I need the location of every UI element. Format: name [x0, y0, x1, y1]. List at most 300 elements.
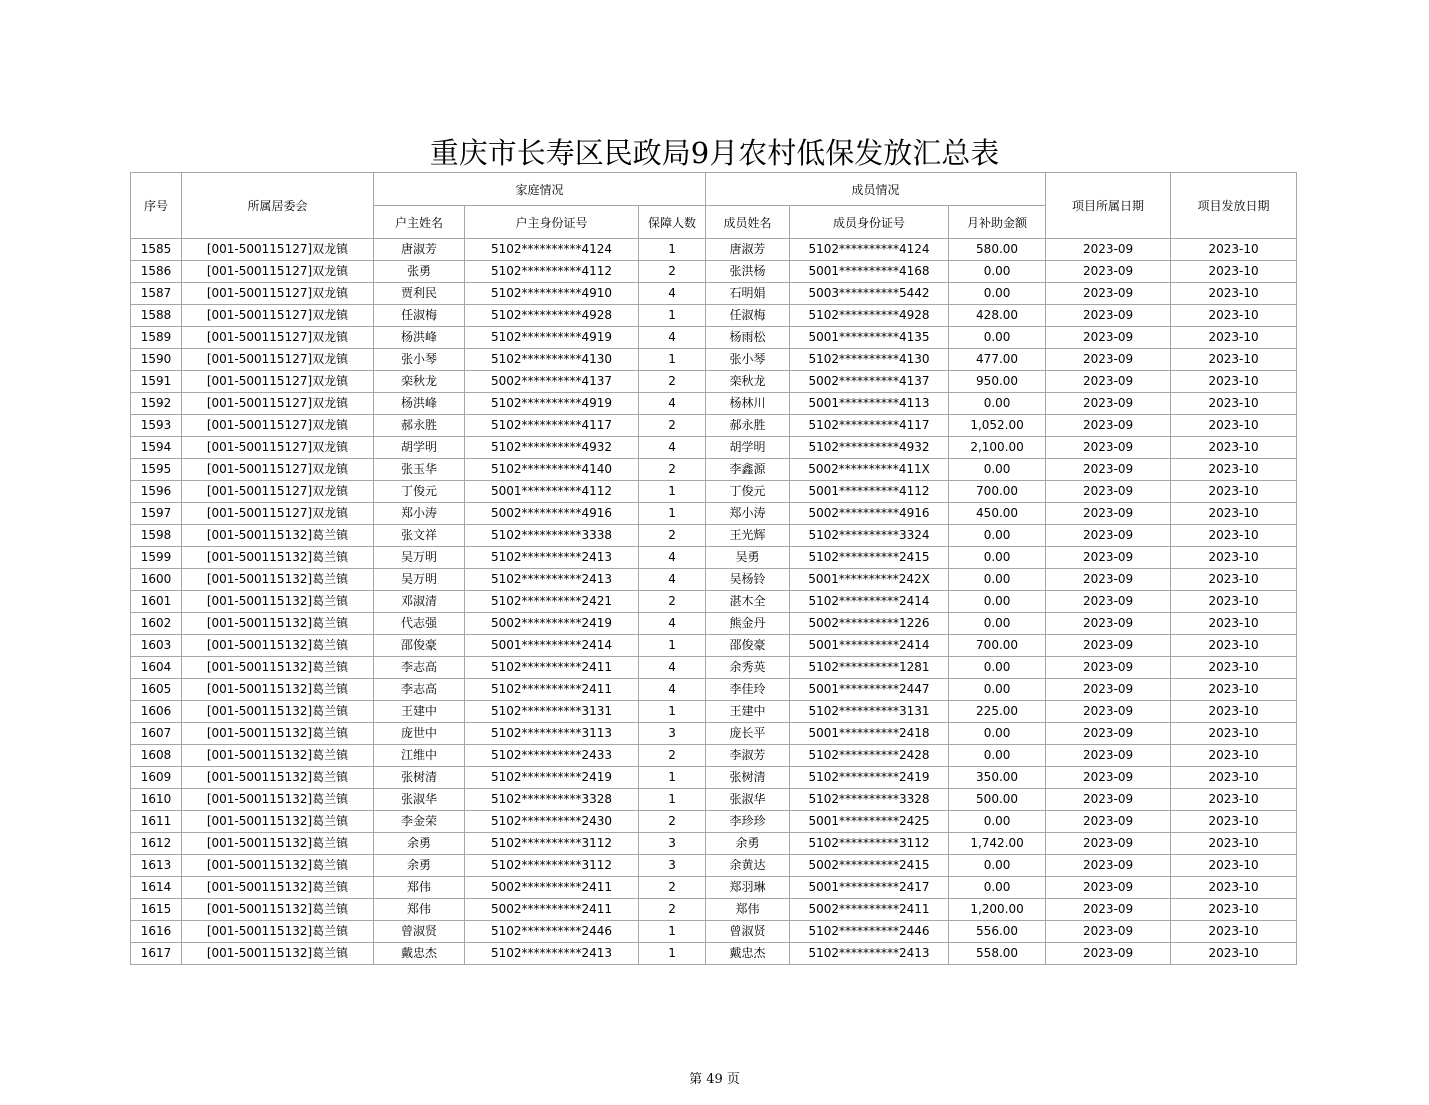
subsidy-cell: 950.00 [949, 371, 1046, 393]
member-id-cell: 5102**********3131 [790, 701, 949, 723]
project-period-cell: 2023-09 [1046, 481, 1171, 503]
project-issue-cell: 2023-10 [1171, 283, 1297, 305]
member-id-cell: 5102**********2419 [790, 767, 949, 789]
seq-cell: 1614 [131, 877, 182, 899]
subsidy-cell: 225.00 [949, 701, 1046, 723]
table-row [131, 261, 1297, 283]
subsidy-cell: 558.00 [949, 943, 1046, 965]
member-id-cell: 5002**********4137 [790, 371, 949, 393]
header-family: 家庭情况 [374, 173, 706, 206]
project-period-cell: 2023-09 [1046, 679, 1171, 701]
member-name-cell: 张淑华 [706, 789, 790, 811]
head-id-cell: 5002**********2419 [465, 613, 639, 635]
head-name-cell: 张树清 [374, 767, 465, 789]
subsidy-cell: 0.00 [949, 393, 1046, 415]
head-name-cell: 李志高 [374, 679, 465, 701]
table-row [131, 305, 1297, 327]
table-row [131, 877, 1297, 899]
seq-cell: 1612 [131, 833, 182, 855]
seq-cell: 1608 [131, 745, 182, 767]
committee-cell: [001-500115127]双龙镇 [182, 327, 374, 349]
project-issue-cell: 2023-10 [1171, 855, 1297, 877]
count-cell: 1 [639, 943, 706, 965]
committee-cell: [001-500115132]葛兰镇 [182, 701, 374, 723]
head-name-cell: 曾淑贤 [374, 921, 465, 943]
member-name-cell: 李淑芳 [706, 745, 790, 767]
committee-cell: [001-500115132]葛兰镇 [182, 789, 374, 811]
member-name-cell: 郑羽琳 [706, 877, 790, 899]
subsidy-table [130, 172, 1297, 965]
member-id-cell: 5102**********2413 [790, 943, 949, 965]
member-name-cell: 余黄达 [706, 855, 790, 877]
subsidy-cell: 0.00 [949, 569, 1046, 591]
head-name-cell: 贾利民 [374, 283, 465, 305]
head-id-cell: 5001**********2414 [465, 635, 639, 657]
member-name-cell: 杨林川 [706, 393, 790, 415]
committee-cell: [001-500115132]葛兰镇 [182, 613, 374, 635]
header-member-id: 成员身份证号 [790, 206, 949, 239]
project-issue-cell: 2023-10 [1171, 745, 1297, 767]
subsidy-cell: 0.00 [949, 459, 1046, 481]
committee-cell: [001-500115132]葛兰镇 [182, 943, 374, 965]
seq-cell: 1587 [131, 283, 182, 305]
subsidy-cell: 0.00 [949, 877, 1046, 899]
head-id-cell: 5102**********4919 [465, 327, 639, 349]
project-issue-cell: 2023-10 [1171, 877, 1297, 899]
header-head-id: 户主身份证号 [465, 206, 639, 239]
head-id-cell: 5102**********2413 [465, 943, 639, 965]
committee-cell: [001-500115127]双龙镇 [182, 283, 374, 305]
member-id-cell: 5003**********5442 [790, 283, 949, 305]
subsidy-cell: 0.00 [949, 745, 1046, 767]
head-id-cell: 5102**********3131 [465, 701, 639, 723]
seq-cell: 1617 [131, 943, 182, 965]
project-issue-cell: 2023-10 [1171, 437, 1297, 459]
count-cell: 2 [639, 525, 706, 547]
subsidy-cell: 0.00 [949, 657, 1046, 679]
project-issue-cell: 2023-10 [1171, 393, 1297, 415]
project-issue-cell: 2023-10 [1171, 349, 1297, 371]
seq-cell: 1607 [131, 723, 182, 745]
project-period-cell: 2023-09 [1046, 613, 1171, 635]
table-row [131, 503, 1297, 525]
member-id-cell: 5102**********4124 [790, 239, 949, 261]
member-id-cell: 5002**********2411 [790, 899, 949, 921]
seq-cell: 1594 [131, 437, 182, 459]
project-period-cell: 2023-09 [1046, 701, 1171, 723]
project-issue-cell: 2023-10 [1171, 305, 1297, 327]
project-issue-cell: 2023-10 [1171, 899, 1297, 921]
subsidy-cell: 0.00 [949, 525, 1046, 547]
count-cell: 4 [639, 437, 706, 459]
table-row [131, 723, 1297, 745]
member-id-cell: 5001**********2418 [790, 723, 949, 745]
table-row [131, 855, 1297, 877]
head-id-cell: 5102**********2411 [465, 679, 639, 701]
member-name-cell: 郝永胜 [706, 415, 790, 437]
project-issue-cell: 2023-10 [1171, 723, 1297, 745]
table-row [131, 393, 1297, 415]
head-name-cell: 郑小涛 [374, 503, 465, 525]
head-name-cell: 丁俊元 [374, 481, 465, 503]
head-name-cell: 郝永胜 [374, 415, 465, 437]
member-name-cell: 张小琴 [706, 349, 790, 371]
subsidy-cell: 1,742.00 [949, 833, 1046, 855]
member-name-cell: 丁俊元 [706, 481, 790, 503]
project-period-cell: 2023-09 [1046, 459, 1171, 481]
member-name-cell: 任淑梅 [706, 305, 790, 327]
header-seq: 序号 [131, 173, 182, 239]
committee-cell: [001-500115127]双龙镇 [182, 305, 374, 327]
member-id-cell: 5102**********2446 [790, 921, 949, 943]
table-row [131, 811, 1297, 833]
member-id-cell: 5102**********2415 [790, 547, 949, 569]
seq-cell: 1616 [131, 921, 182, 943]
head-name-cell: 郑伟 [374, 899, 465, 921]
project-issue-cell: 2023-10 [1171, 459, 1297, 481]
member-id-cell: 5001**********2425 [790, 811, 949, 833]
count-cell: 2 [639, 811, 706, 833]
committee-cell: [001-500115127]双龙镇 [182, 415, 374, 437]
subsidy-cell: 477.00 [949, 349, 1046, 371]
project-period-cell: 2023-09 [1046, 635, 1171, 657]
table-header [131, 173, 1297, 239]
committee-cell: [001-500115132]葛兰镇 [182, 833, 374, 855]
project-period-cell: 2023-09 [1046, 591, 1171, 613]
member-id-cell: 5001**********242X [790, 569, 949, 591]
project-period-cell: 2023-09 [1046, 789, 1171, 811]
count-cell: 1 [639, 239, 706, 261]
seq-cell: 1600 [131, 569, 182, 591]
member-name-cell: 李鑫源 [706, 459, 790, 481]
member-id-cell: 5002**********1226 [790, 613, 949, 635]
head-id-cell: 5102**********2413 [465, 569, 639, 591]
seq-cell: 1599 [131, 547, 182, 569]
member-name-cell: 庞长平 [706, 723, 790, 745]
project-period-cell: 2023-09 [1046, 899, 1171, 921]
seq-cell: 1586 [131, 261, 182, 283]
table-row [131, 745, 1297, 767]
head-name-cell: 代志强 [374, 613, 465, 635]
member-name-cell: 熊金丹 [706, 613, 790, 635]
count-cell: 1 [639, 305, 706, 327]
head-name-cell: 郑伟 [374, 877, 465, 899]
table-row [131, 349, 1297, 371]
head-name-cell: 张勇 [374, 261, 465, 283]
committee-cell: [001-500115132]葛兰镇 [182, 657, 374, 679]
member-name-cell: 吴杨铃 [706, 569, 790, 591]
head-name-cell: 吴万明 [374, 569, 465, 591]
member-name-cell: 胡学明 [706, 437, 790, 459]
table-row [131, 437, 1297, 459]
head-name-cell: 栾秋龙 [374, 371, 465, 393]
subsidy-cell: 0.00 [949, 613, 1046, 635]
project-period-cell: 2023-09 [1046, 921, 1171, 943]
head-id-cell: 5102**********4130 [465, 349, 639, 371]
subsidy-cell: 350.00 [949, 767, 1046, 789]
count-cell: 2 [639, 371, 706, 393]
count-cell: 2 [639, 459, 706, 481]
seq-cell: 1606 [131, 701, 182, 723]
member-name-cell: 郑伟 [706, 899, 790, 921]
subsidy-cell: 0.00 [949, 327, 1046, 349]
project-period-cell: 2023-09 [1046, 657, 1171, 679]
subsidy-cell: 700.00 [949, 635, 1046, 657]
seq-cell: 1595 [131, 459, 182, 481]
committee-cell: [001-500115127]双龙镇 [182, 481, 374, 503]
project-issue-cell: 2023-10 [1171, 525, 1297, 547]
count-cell: 1 [639, 701, 706, 723]
count-cell: 4 [639, 393, 706, 415]
member-name-cell: 戴忠杰 [706, 943, 790, 965]
member-id-cell: 5001**********2417 [790, 877, 949, 899]
table-row [131, 679, 1297, 701]
table-row [131, 833, 1297, 855]
member-id-cell: 5102**********4130 [790, 349, 949, 371]
head-id-cell: 5102**********2411 [465, 657, 639, 679]
table-row [131, 591, 1297, 613]
seq-cell: 1591 [131, 371, 182, 393]
subsidy-cell: 428.00 [949, 305, 1046, 327]
subsidy-cell: 1,200.00 [949, 899, 1046, 921]
member-name-cell: 湛木全 [706, 591, 790, 613]
count-cell: 2 [639, 261, 706, 283]
head-id-cell: 5002**********2411 [465, 877, 639, 899]
member-name-cell: 余勇 [706, 833, 790, 855]
project-period-cell: 2023-09 [1046, 305, 1171, 327]
project-period-cell: 2023-09 [1046, 855, 1171, 877]
seq-cell: 1611 [131, 811, 182, 833]
table-row [131, 569, 1297, 591]
count-cell: 1 [639, 767, 706, 789]
head-id-cell: 5102**********2413 [465, 547, 639, 569]
header-member: 成员情况 [706, 173, 1046, 206]
committee-cell: [001-500115132]葛兰镇 [182, 855, 374, 877]
subsidy-cell: 0.00 [949, 591, 1046, 613]
seq-cell: 1605 [131, 679, 182, 701]
project-issue-cell: 2023-10 [1171, 811, 1297, 833]
member-name-cell: 李佳玲 [706, 679, 790, 701]
committee-cell: [001-500115132]葛兰镇 [182, 811, 374, 833]
project-period-cell: 2023-09 [1046, 767, 1171, 789]
member-id-cell: 5102**********4928 [790, 305, 949, 327]
project-period-cell: 2023-09 [1046, 349, 1171, 371]
project-issue-cell: 2023-10 [1171, 327, 1297, 349]
count-cell: 3 [639, 855, 706, 877]
subsidy-cell: 0.00 [949, 679, 1046, 701]
committee-cell: [001-500115132]葛兰镇 [182, 547, 374, 569]
project-period-cell: 2023-09 [1046, 261, 1171, 283]
subsidy-cell: 700.00 [949, 481, 1046, 503]
count-cell: 4 [639, 657, 706, 679]
head-name-cell: 邵俊豪 [374, 635, 465, 657]
committee-cell: [001-500115132]葛兰镇 [182, 877, 374, 899]
committee-cell: [001-500115127]双龙镇 [182, 503, 374, 525]
seq-cell: 1597 [131, 503, 182, 525]
committee-cell: [001-500115132]葛兰镇 [182, 921, 374, 943]
project-issue-cell: 2023-10 [1171, 943, 1297, 965]
head-name-cell: 张文祥 [374, 525, 465, 547]
head-id-cell: 5102**********4932 [465, 437, 639, 459]
count-cell: 2 [639, 591, 706, 613]
head-id-cell: 5001**********4112 [465, 481, 639, 503]
project-issue-cell: 2023-10 [1171, 261, 1297, 283]
head-id-cell: 5002**********4137 [465, 371, 639, 393]
member-name-cell: 栾秋龙 [706, 371, 790, 393]
count-cell: 3 [639, 833, 706, 855]
project-period-cell: 2023-09 [1046, 327, 1171, 349]
project-period-cell: 2023-09 [1046, 877, 1171, 899]
head-id-cell: 5102**********4124 [465, 239, 639, 261]
count-cell: 4 [639, 679, 706, 701]
seq-cell: 1609 [131, 767, 182, 789]
member-id-cell: 5102**********1281 [790, 657, 949, 679]
project-issue-cell: 2023-10 [1171, 481, 1297, 503]
seq-cell: 1613 [131, 855, 182, 877]
member-id-cell: 5102**********3112 [790, 833, 949, 855]
project-issue-cell: 2023-10 [1171, 371, 1297, 393]
seq-cell: 1588 [131, 305, 182, 327]
committee-cell: [001-500115132]葛兰镇 [182, 899, 374, 921]
table-row [131, 921, 1297, 943]
count-cell: 1 [639, 503, 706, 525]
head-id-cell: 5102**********4928 [465, 305, 639, 327]
head-id-cell: 5102**********4112 [465, 261, 639, 283]
subsidy-cell: 0.00 [949, 855, 1046, 877]
committee-cell: [001-500115127]双龙镇 [182, 239, 374, 261]
table-row [131, 943, 1297, 965]
committee-cell: [001-500115127]双龙镇 [182, 393, 374, 415]
subsidy-cell: 556.00 [949, 921, 1046, 943]
project-issue-cell: 2023-10 [1171, 569, 1297, 591]
header-project-issue: 项目发放日期 [1171, 173, 1297, 239]
head-id-cell: 5102**********2421 [465, 591, 639, 613]
subsidy-cell: 2,100.00 [949, 437, 1046, 459]
head-id-cell: 5102**********4919 [465, 393, 639, 415]
head-id-cell: 5102**********3112 [465, 855, 639, 877]
table-row [131, 239, 1297, 261]
subsidy-cell: 0.00 [949, 261, 1046, 283]
committee-cell: [001-500115132]葛兰镇 [182, 591, 374, 613]
project-issue-cell: 2023-10 [1171, 239, 1297, 261]
head-name-cell: 胡学明 [374, 437, 465, 459]
member-name-cell: 郑小涛 [706, 503, 790, 525]
member-name-cell: 王建中 [706, 701, 790, 723]
seq-cell: 1585 [131, 239, 182, 261]
project-period-cell: 2023-09 [1046, 943, 1171, 965]
project-issue-cell: 2023-10 [1171, 613, 1297, 635]
seq-cell: 1598 [131, 525, 182, 547]
subsidy-cell: 1,052.00 [949, 415, 1046, 437]
committee-cell: [001-500115132]葛兰镇 [182, 679, 374, 701]
project-issue-cell: 2023-10 [1171, 921, 1297, 943]
committee-cell: [001-500115132]葛兰镇 [182, 745, 374, 767]
table-row [131, 789, 1297, 811]
project-issue-cell: 2023-10 [1171, 679, 1297, 701]
count-cell: 4 [639, 569, 706, 591]
table-row [131, 459, 1297, 481]
project-period-cell: 2023-09 [1046, 569, 1171, 591]
head-name-cell: 戴忠杰 [374, 943, 465, 965]
seq-cell: 1592 [131, 393, 182, 415]
member-name-cell: 唐淑芳 [706, 239, 790, 261]
member-id-cell: 5002**********2415 [790, 855, 949, 877]
project-period-cell: 2023-09 [1046, 811, 1171, 833]
head-id-cell: 5002**********4916 [465, 503, 639, 525]
project-issue-cell: 2023-10 [1171, 767, 1297, 789]
subsidy-cell: 0.00 [949, 547, 1046, 569]
project-period-cell: 2023-09 [1046, 525, 1171, 547]
header-subsidy: 月补助金额 [949, 206, 1046, 239]
count-cell: 1 [639, 635, 706, 657]
head-name-cell: 江维中 [374, 745, 465, 767]
page-title: 重庆市长寿区民政局9月农村低保发放汇总表 [429, 136, 1000, 170]
member-id-cell: 5102**********3328 [790, 789, 949, 811]
project-period-cell: 2023-09 [1046, 723, 1171, 745]
table-row [131, 415, 1297, 437]
member-id-cell: 5001**********2447 [790, 679, 949, 701]
project-period-cell: 2023-09 [1046, 283, 1171, 305]
head-id-cell: 5102**********3112 [465, 833, 639, 855]
member-name-cell: 张树清 [706, 767, 790, 789]
head-name-cell: 唐淑芳 [374, 239, 465, 261]
head-name-cell: 庞世中 [374, 723, 465, 745]
project-issue-cell: 2023-10 [1171, 789, 1297, 811]
subsidy-cell: 450.00 [949, 503, 1046, 525]
project-issue-cell: 2023-10 [1171, 547, 1297, 569]
member-id-cell: 5001**********4135 [790, 327, 949, 349]
committee-cell: [001-500115127]双龙镇 [182, 371, 374, 393]
count-cell: 2 [639, 415, 706, 437]
head-name-cell: 杨洪峰 [374, 393, 465, 415]
subsidy-cell: 500.00 [949, 789, 1046, 811]
committee-cell: [001-500115127]双龙镇 [182, 437, 374, 459]
header-count: 保障人数 [639, 206, 706, 239]
head-name-cell: 张玉华 [374, 459, 465, 481]
seq-cell: 1590 [131, 349, 182, 371]
member-name-cell: 石明娟 [706, 283, 790, 305]
member-id-cell: 5002**********4916 [790, 503, 949, 525]
member-id-cell: 5002**********411X [790, 459, 949, 481]
member-name-cell: 杨雨松 [706, 327, 790, 349]
member-name-cell: 李珍珍 [706, 811, 790, 833]
header-head-name: 户主姓名 [374, 206, 465, 239]
seq-cell: 1589 [131, 327, 182, 349]
count-cell: 2 [639, 745, 706, 767]
count-cell: 2 [639, 877, 706, 899]
count-cell: 1 [639, 481, 706, 503]
header-member-name: 成员姓名 [706, 206, 790, 239]
member-name-cell: 吴勇 [706, 547, 790, 569]
count-cell: 3 [639, 723, 706, 745]
project-issue-cell: 2023-10 [1171, 657, 1297, 679]
head-name-cell: 张淑华 [374, 789, 465, 811]
committee-cell: [001-500115132]葛兰镇 [182, 723, 374, 745]
committee-cell: [001-500115132]葛兰镇 [182, 635, 374, 657]
subsidy-cell: 0.00 [949, 811, 1046, 833]
project-period-cell: 2023-09 [1046, 547, 1171, 569]
member-id-cell: 5102**********4117 [790, 415, 949, 437]
seq-cell: 1596 [131, 481, 182, 503]
head-name-cell: 李金荣 [374, 811, 465, 833]
table-body [131, 239, 1297, 965]
member-id-cell: 5102**********4932 [790, 437, 949, 459]
member-name-cell: 张洪杨 [706, 261, 790, 283]
page-number: 第 49 页 [689, 1072, 740, 1087]
project-period-cell: 2023-09 [1046, 745, 1171, 767]
table-row [131, 635, 1297, 657]
committee-cell: [001-500115127]双龙镇 [182, 261, 374, 283]
